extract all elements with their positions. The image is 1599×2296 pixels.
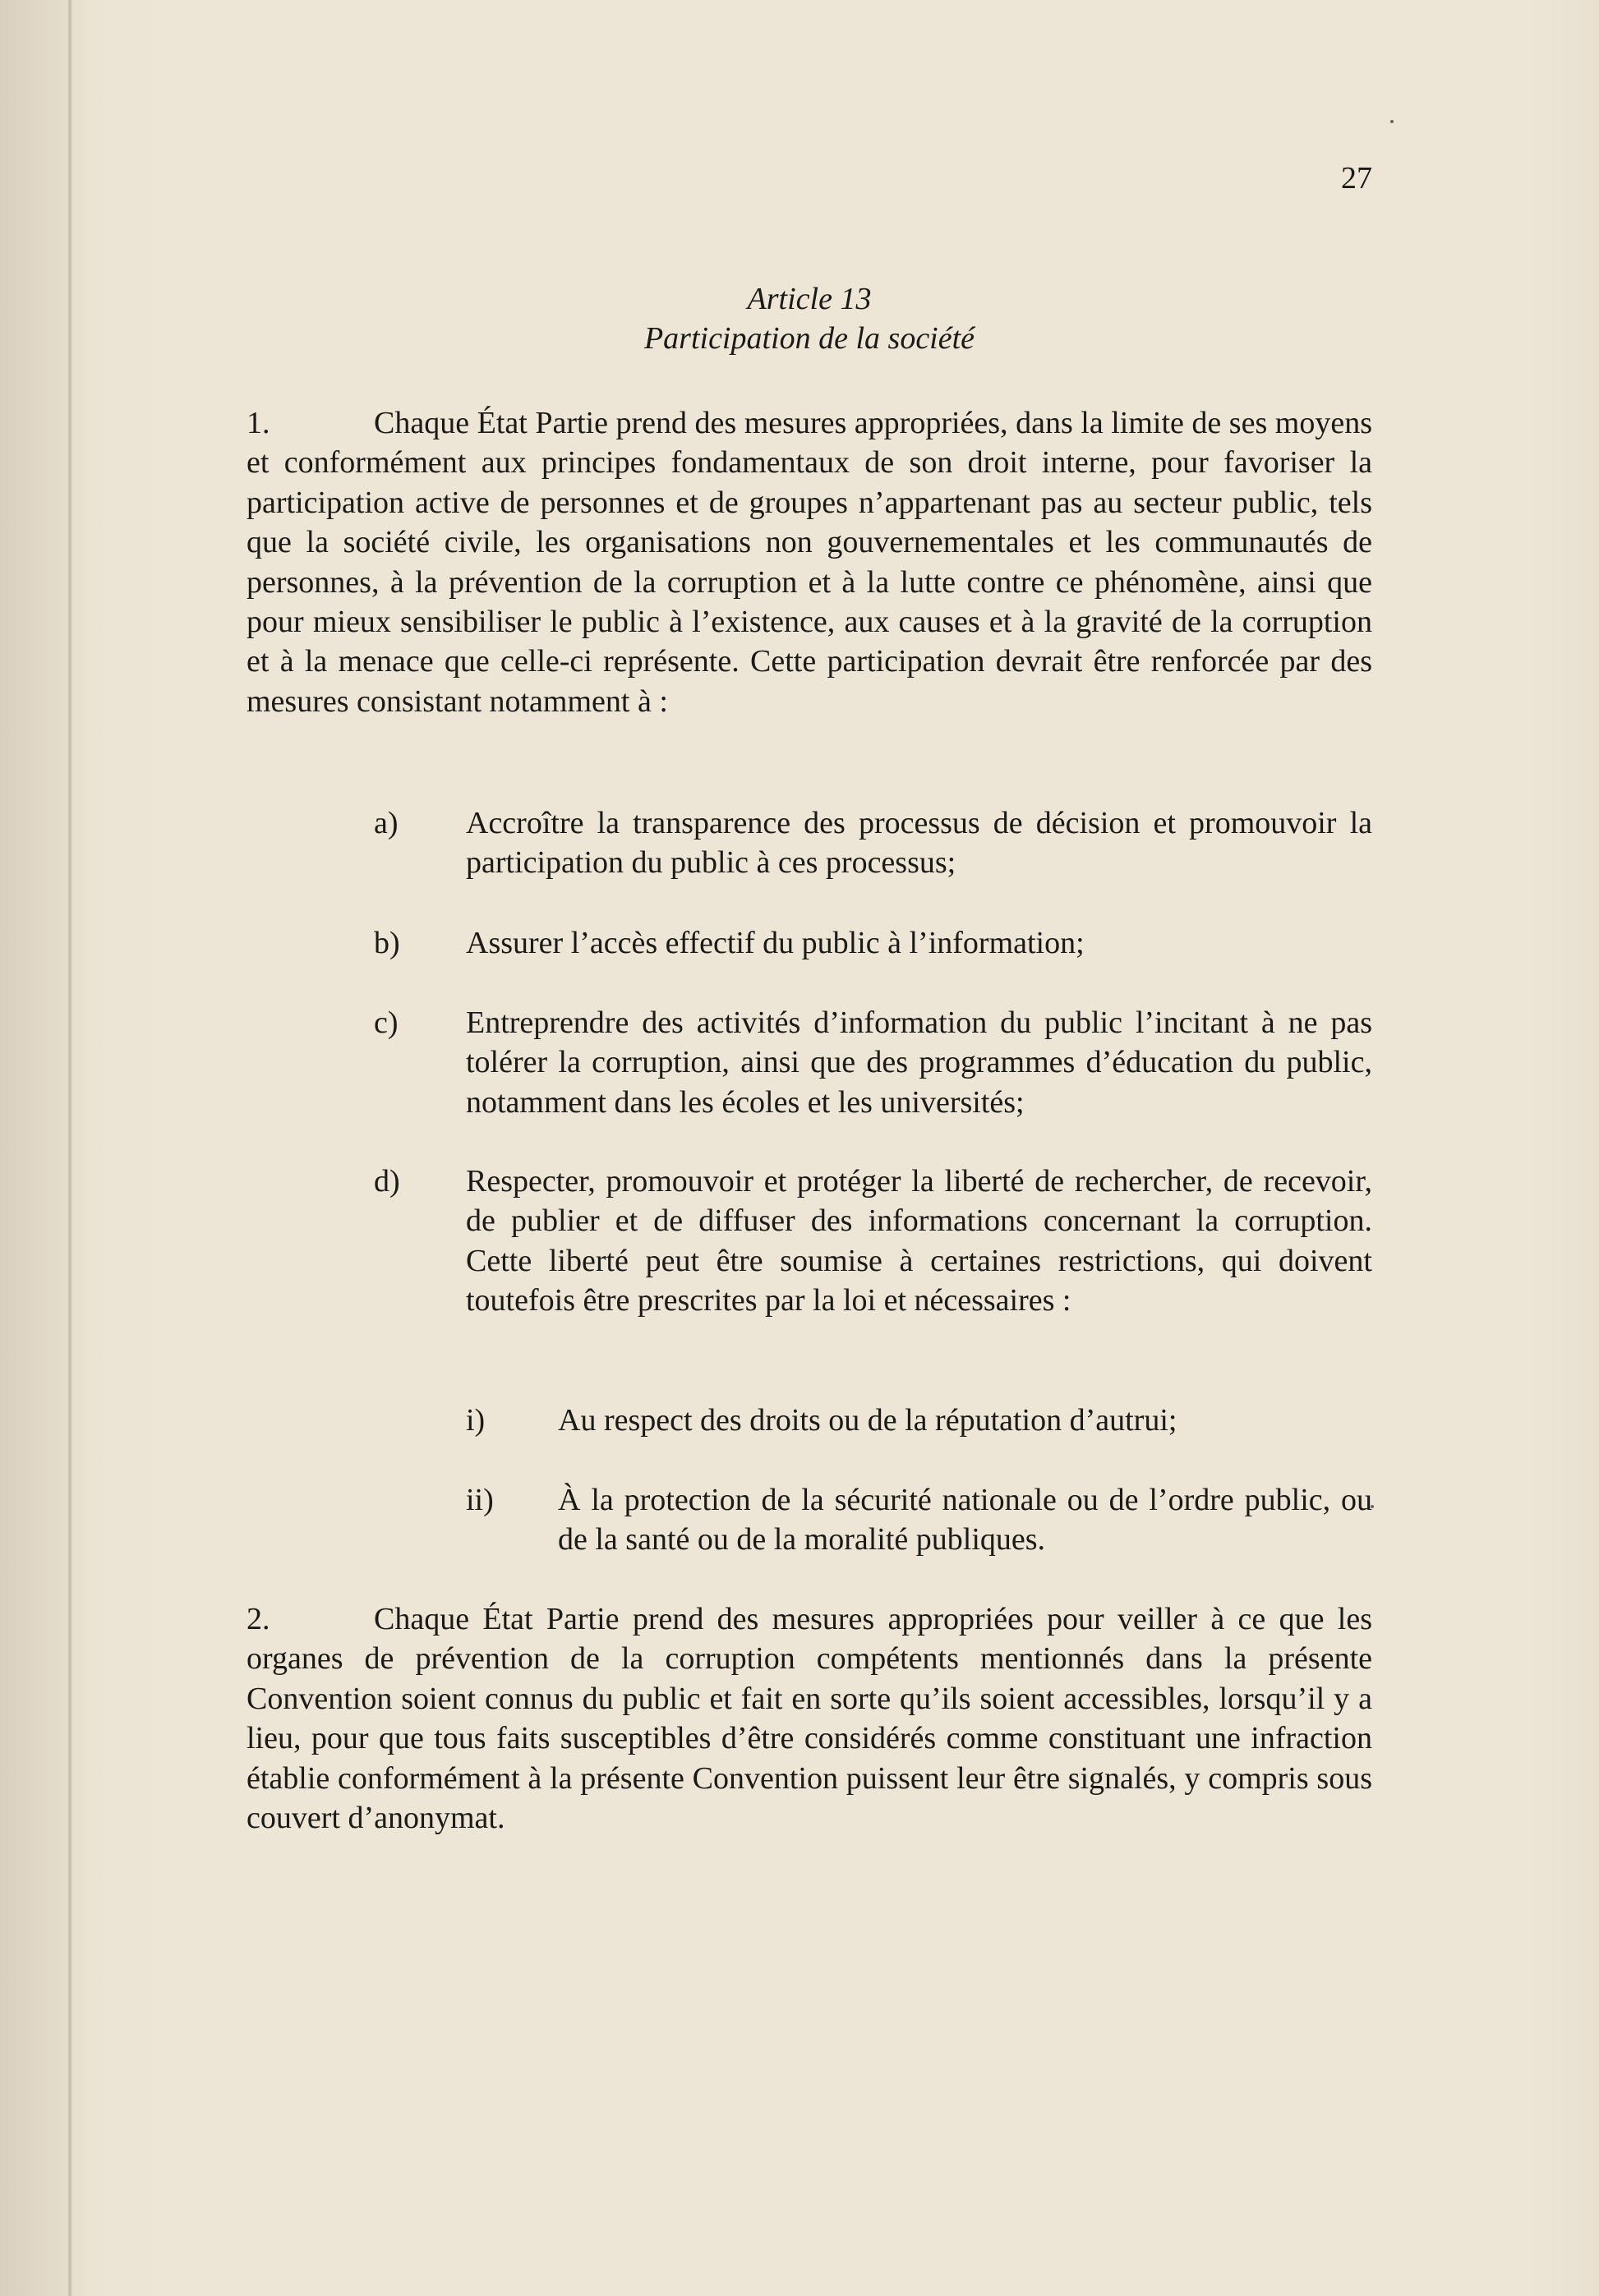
list-item-d [374, 1162, 1372, 1321]
article-title: Participation de la société [643, 321, 975, 356]
paragraph-text: Chaque État Partie prend des mesures appropriées pour veiller à ce que les organes de prévention de la corruption compétents mentionnés dans la présente Convention soient connus du public et fait en sorte qu’ils soient accessibles, lorsqu’il y a lieu, pour que tous faits susceptibles d’être considérés comme constituant une infraction établie conformément à la présente Convention puissent leur être signalés, y compris sous couvert d’anonymat. [247, 1602, 1372, 1836]
list-marker: d) [374, 1164, 400, 1199]
sub-list-item-text: Au respect des droits ou de la réputation d’autrui; [558, 1403, 1177, 1438]
sub-list-item-text: À la protection de la sécurité nationale ou de l’ordre public, ou de la santé ou de la moralité publiques. [558, 1483, 1372, 1558]
list-item-text: Assurer l’accès effectif du public à l’information; [466, 926, 1085, 960]
article-heading [247, 279, 1372, 358]
sub-list-item-ii [466, 1480, 1372, 1560]
page-number: 27 [1341, 161, 1372, 196]
paragraph-number: 1. [247, 406, 270, 440]
list-item-text: Respecter, promouvoir et protéger la liberté de rechercher, de recevoir, de publier et de diffuser des informations concernant la corruption. Cette liberté peut être soumise à certaines restrictions, qui doivent toutefois être prescrites par la loi et nécessaires : [466, 1164, 1372, 1318]
list-item-text: Accroître la transparence des processus de décision et promouvoir la participation du public à ces processus; [466, 806, 1372, 881]
article-number: Article 13 [747, 282, 872, 316]
list-marker: b) [374, 926, 400, 960]
sub-list-marker: ii) [466, 1483, 494, 1517]
sub-list-marker: i) [466, 1403, 486, 1438]
paragraph-text: Chaque État Partie prend des mesures appropriées, dans la limite de ses moyens et conformément aux principes fondamentaux de son droit interne, pour favoriser la participation active de personnes et de groupes n’appartenant pas au secteur public, tels que la société civile, les organisations non gouvernementales et les communautés de personnes, à la prévention de la corruption et à la lutte contre ce phénomène, ainsi que pour mieux sensibiliser le public à l’existence, aux causes et à la gravité de la corruption et à la menace que celle-ci représente. Cette participation devrait être renforcée par des mesures consistant notamment à : [247, 406, 1372, 719]
paragraph-1 [247, 403, 1372, 721]
list-item-a [374, 803, 1372, 883]
page-spine-shadow [67, 0, 72, 2296]
scan-speck [1390, 120, 1394, 123]
paragraph-number: 2. [247, 1602, 270, 1636]
list-item-text: Entreprendre des activités d’information du public l’incitant à ne pas tolérer la corruption, ainsi que des programmes d’éducation du public, notamment dans les écoles et les universités; [466, 1005, 1372, 1120]
list-item-c [374, 1003, 1372, 1122]
paragraph-2 [247, 1599, 1372, 1838]
list-marker: a) [374, 806, 399, 840]
list-marker: c) [374, 1005, 399, 1040]
list-item-b [374, 923, 1372, 963]
sub-list-item-i [466, 1401, 1372, 1440]
